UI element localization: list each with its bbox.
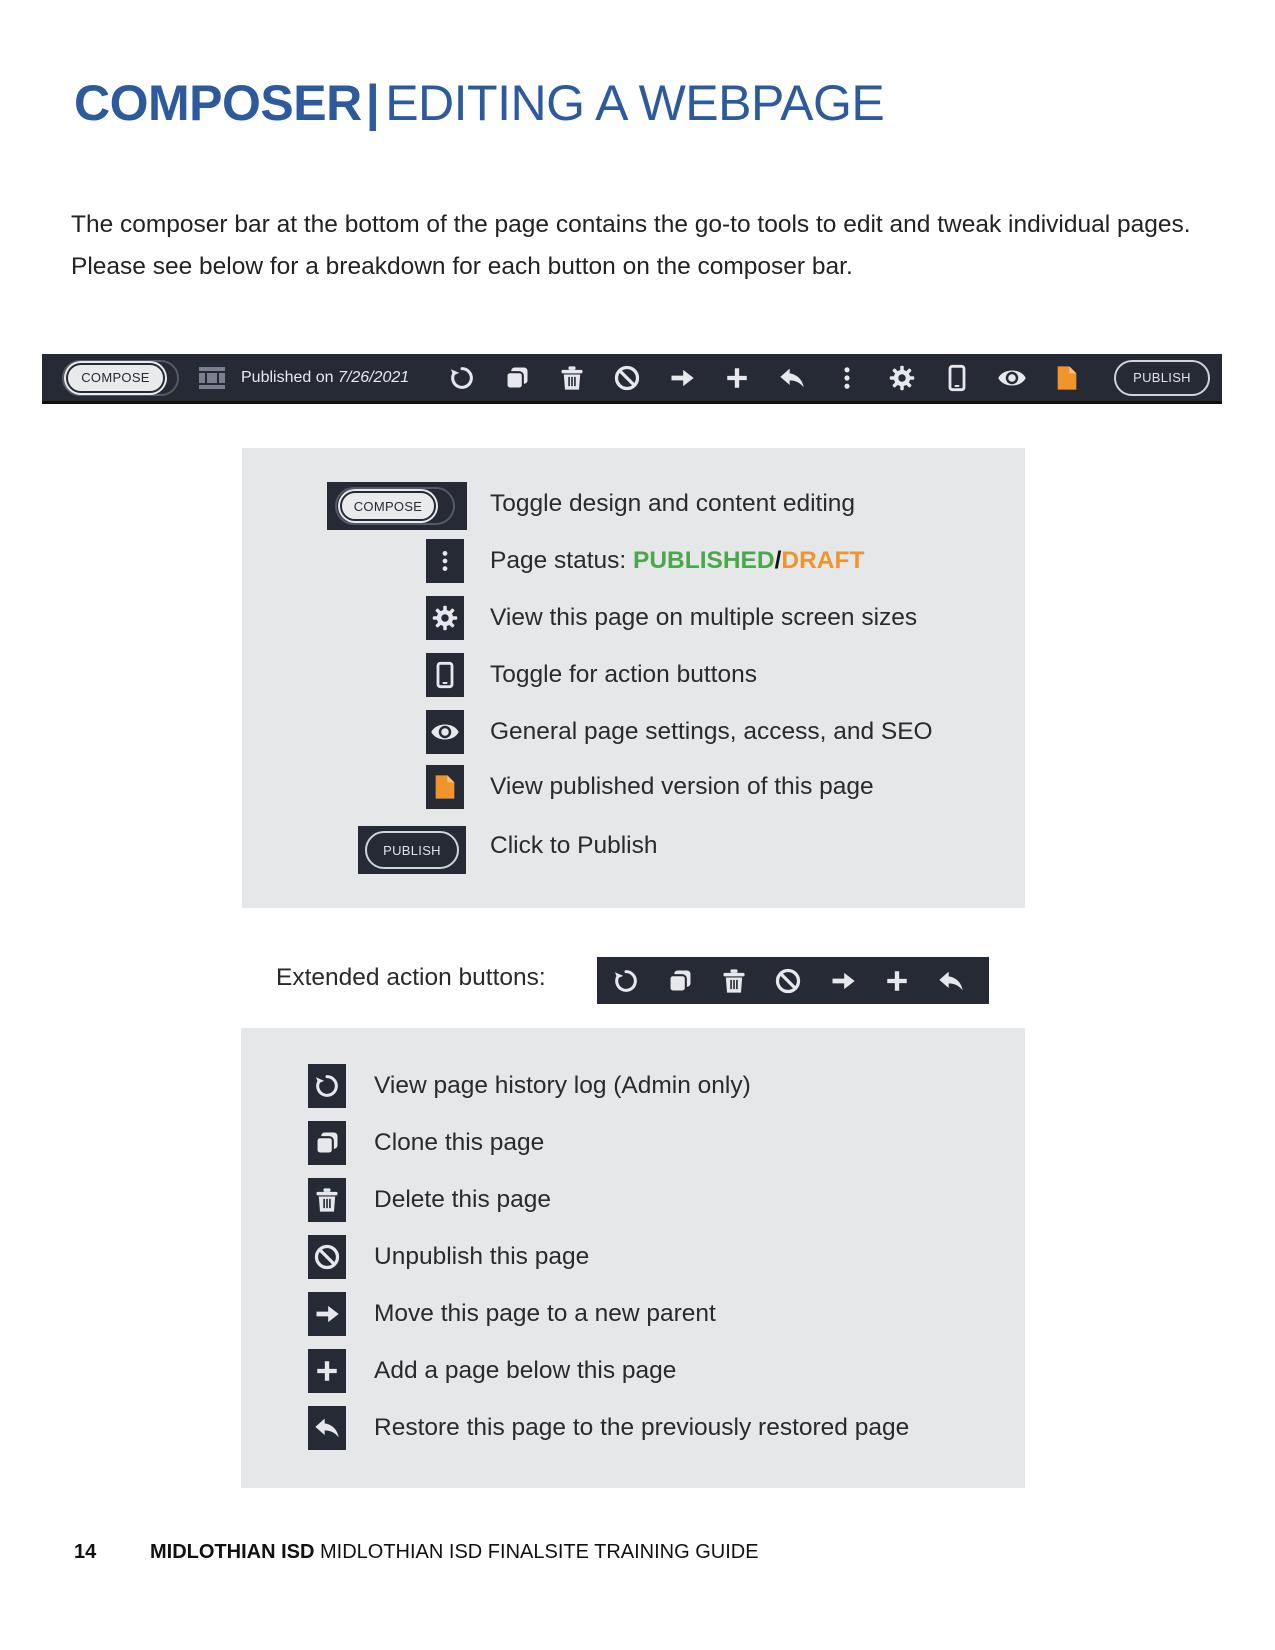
ext-row-add [308,1349,676,1393]
footer-guide: MIDLOTHIAN ISD FINALSITE TRAINING GUIDE [320,1541,759,1563]
extended-label: Extended action buttons: [276,964,546,991]
clone-icon[interactable] [663,964,696,998]
plus-icon[interactable] [880,964,913,998]
published-status [241,369,409,387]
legend-publish-label: PUBLISH [365,831,459,869]
trash-icon [308,1178,346,1222]
arrow-right-icon[interactable] [665,361,699,395]
page-title [74,74,884,132]
legend-compose-button [327,482,467,530]
legend-row-mobile [426,653,757,697]
ext-row-trash [308,1178,551,1222]
page-footer [74,1541,759,1564]
plus-icon [308,1349,346,1393]
legend-text: Toggle design and content editing [490,490,856,517]
legend-row-gear [426,596,917,640]
ext-text: Clone this page [374,1129,545,1156]
gear-icon[interactable] [885,361,919,395]
unpublish-icon[interactable] [610,361,644,395]
kebab-icon[interactable] [830,361,864,395]
unpublish-icon [308,1235,346,1279]
title-bold: COMPOSER [74,75,362,131]
page-icon[interactable] [1050,361,1084,395]
legend-row-eye [426,710,933,754]
ext-row-move [308,1292,716,1336]
published-date: 7/26/2021 [337,368,410,386]
publish-button[interactable]: PUBLISH [1114,360,1210,396]
legend-row-publish [490,832,657,860]
ext-text: View page history log (Admin only) [374,1072,751,1099]
title-separator: | [365,75,380,131]
composer-bar [42,354,1222,404]
unpublish-icon[interactable] [772,964,805,998]
mobile-icon[interactable] [940,361,974,395]
legend-text [490,547,864,575]
trash-icon[interactable] [718,964,751,998]
footer-org: MIDLOTHIAN ISD [150,1541,315,1563]
ext-text: Add a page below this page [374,1357,677,1384]
legend-row-compose [490,490,855,518]
restore-icon [308,1406,346,1450]
layout-icon[interactable] [199,367,225,389]
eye-icon[interactable] [995,361,1029,395]
restore-icon[interactable] [935,964,968,998]
legend-text: Toggle for action buttons [490,661,757,688]
status-prefix: Page status: [490,547,634,574]
published-prefix: Published on [241,368,334,386]
intro-paragraph: The composer bar at the bottom of the page contains the go-to tools to edit and tweak individual pages. Please see below for a breakdown for each button on the composer bar. [71,211,1191,280]
trash-icon[interactable] [555,361,589,395]
title-light: EDITING A WEBPAGE [385,75,885,131]
history-icon [308,1064,346,1108]
ext-text: Unpublish this page [374,1243,590,1270]
clone-icon [308,1121,346,1165]
gear-icon [426,596,464,640]
eye-icon [426,710,464,754]
ext-row-unpublish [308,1235,589,1279]
kebab-icon [426,539,464,583]
ext-text: Restore this page to the previously restored page [374,1414,910,1441]
ext-row-restore [308,1406,909,1450]
legend-text: General page settings, access, and SEO [490,718,933,745]
ext-text: Move this page to a new parent [374,1300,716,1327]
arrow-right-icon [308,1292,346,1336]
legend-text: View published version of this page [490,773,874,800]
mobile-icon [426,653,464,697]
legend-row-status [426,539,864,583]
ext-row-clone [308,1121,544,1165]
restore-icon[interactable] [775,361,809,395]
compose-toggle[interactable] [62,360,179,396]
history-icon[interactable] [609,964,642,998]
ext-text: Delete this page [374,1186,552,1213]
ext-row-history [308,1064,751,1108]
legend-text: Click to Publish [490,832,658,859]
legend-row-page [426,765,874,809]
legend-text: View this page on multiple screen sizes [490,604,918,631]
history-icon[interactable] [445,361,479,395]
legend-publish-button [358,826,466,874]
clone-icon[interactable] [500,361,534,395]
status-draft: DRAFT [781,547,865,574]
extended-action-bar [597,957,989,1004]
legend-compose-label: COMPOSE [340,491,436,521]
page-number: 14 [74,1541,97,1563]
plus-icon[interactable] [720,361,754,395]
page-icon [426,765,464,809]
compose-button[interactable]: COMPOSE [66,363,165,393]
status-slash: / [774,547,782,574]
status-published: PUBLISHED [633,547,775,574]
arrow-right-icon[interactable] [826,964,859,998]
